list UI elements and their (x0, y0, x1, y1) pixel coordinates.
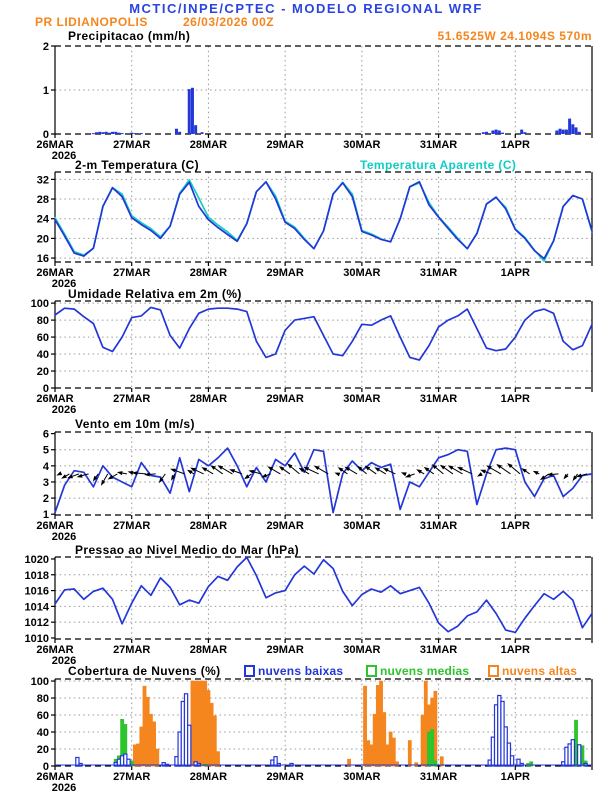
legend-label: nuvens baixas (258, 664, 344, 678)
y-tick-label: 100 (30, 676, 49, 689)
y-tick-label: 32 (36, 174, 49, 187)
temp2m-series-line (55, 182, 592, 259)
panel-slp (25, 554, 592, 667)
x-tick-label: 30MAR (343, 771, 381, 783)
x-tick-label: 27MAR (113, 771, 151, 783)
x-tick-label: 1APR (500, 393, 530, 405)
apparent-temp-legend: Temperatura Aparente (C) (360, 158, 517, 172)
x-tick-label: 28MAR (189, 520, 228, 532)
y-tick-label: 20 (36, 744, 49, 757)
station-name: PR LIDIANOPOLIS (35, 15, 148, 29)
x-tick-label: 31MAR (419, 520, 458, 532)
panel-title-humidity: Umidade Relativa em 2m (%) (68, 287, 242, 301)
panel-precip (36, 41, 592, 162)
x-tick-label: 31MAR (419, 393, 458, 405)
y-tick-label: 1016 (24, 585, 49, 598)
legend-label: nuvens medias (380, 664, 470, 678)
panel-wind10m (36, 429, 592, 543)
x-year-label: 2026 (51, 531, 77, 543)
x-tick-label: 30MAR (343, 393, 381, 405)
x-tick-label: 29MAR (266, 139, 304, 151)
y-tick-label: 40 (36, 349, 49, 362)
y-tick-label: 1020 (24, 553, 49, 566)
x-tick-label: 31MAR (419, 267, 458, 279)
x-year-label: 2026 (51, 404, 77, 416)
panel-title-clouds: Cobertura de Nuvens (%) (68, 664, 221, 678)
y-tick-label: 80 (36, 693, 49, 706)
y-tick-label: 5 (42, 444, 49, 457)
x-tick-label: 28MAR (189, 771, 228, 783)
x-tick-label: 27MAR (113, 644, 151, 656)
panel-title-precipitation: Precipitacao (mm/h) (68, 29, 191, 43)
legend-item-mid-clouds (366, 664, 469, 678)
x-tick-label: 27MAR (113, 520, 151, 532)
y-tick-label: 20 (36, 233, 49, 246)
x-tick-label: 1APR (500, 267, 530, 279)
x-tick-label: 26MAR (36, 644, 74, 656)
rh2m-series-line (55, 307, 592, 360)
x-tick-label: 27MAR (113, 267, 151, 279)
panel-title-pressure: Pressao ao Nivel Medio do Mar (hPa) (75, 543, 300, 557)
x-tick-label: 30MAR (343, 520, 381, 532)
precip-bars (92, 88, 581, 134)
y-tick-label: 60 (36, 710, 49, 723)
y-tick-label: 1014 (24, 601, 49, 614)
y-tick-label: 1012 (24, 617, 49, 630)
x-tick-label: 30MAR (343, 644, 381, 656)
x-tick-label: 31MAR (419, 771, 458, 783)
y-tick-label: 0 (42, 129, 49, 141)
x-tick-label: 1APR (500, 520, 530, 532)
high-clouds-swatch-icon (488, 665, 499, 677)
y-tick-label: 24 (36, 213, 49, 226)
report-title: MCTIC/INPE/CPTEC - MODELO REGIONAL WRF (129, 1, 483, 16)
x-tick-label: 28MAR (189, 393, 228, 405)
x-tick-label: 30MAR (343, 267, 381, 279)
x-tick-label: 26MAR (36, 771, 74, 783)
x-tick-label: 26MAR (36, 267, 74, 279)
panel-title-temperature: 2-m Temperatura (C) (75, 158, 200, 172)
x-tick-label: 29MAR (266, 267, 304, 279)
legend-item-low-clouds (244, 664, 343, 678)
x-tick-label: 26MAR (36, 520, 74, 532)
x-tick-label: 31MAR (419, 139, 458, 151)
x-tick-label: 29MAR (266, 771, 304, 783)
mid-clouds-swatch-icon (366, 665, 377, 677)
y-tick-label: 1018 (24, 569, 49, 582)
x-year-label: 2026 (51, 150, 77, 162)
y-tick-label: 0 (42, 761, 49, 773)
x-year-label: 2026 (51, 782, 77, 792)
panel-rh2m (31, 298, 592, 416)
x-tick-label: 1APR (500, 771, 530, 783)
slp-series-line (55, 557, 592, 632)
panel-clouds (31, 676, 592, 792)
y-tick-label: 28 (36, 194, 49, 207)
panel-title-wind: Vento em 10m (m/s) (75, 417, 195, 431)
run-datetime: 26/03/2026 00Z (183, 15, 275, 29)
y-tick-label: 6 (42, 428, 49, 441)
panel-temp2m (36, 172, 592, 290)
wind10m-series-line (55, 448, 592, 512)
y-tick-label: 80 (36, 315, 49, 328)
y-tick-label: 20 (36, 366, 49, 379)
y-tick-label: 1 (42, 509, 49, 522)
x-tick-label: 27MAR (113, 139, 151, 151)
x-tick-label: 29MAR (266, 644, 304, 656)
y-tick-label: 2 (42, 41, 49, 53)
x-year-label: 2026 (51, 655, 77, 667)
y-tick-label: 2 (42, 493, 49, 506)
x-tick-label: 26MAR (36, 139, 74, 151)
x-tick-label: 30MAR (343, 139, 381, 151)
x-tick-label: 27MAR (113, 393, 151, 405)
y-tick-label: 3 (42, 476, 49, 489)
station-coords: 51.6525W 24.1094S 570m (437, 29, 592, 43)
y-tick-label: 0 (42, 383, 49, 395)
y-tick-label: 1 (42, 85, 49, 97)
legend-label: nuvens altas (502, 664, 578, 678)
x-tick-label: 29MAR (266, 520, 304, 532)
x-tick-label: 31MAR (419, 644, 458, 656)
legend-item-high-clouds (488, 664, 577, 678)
x-tick-label: 28MAR (189, 267, 228, 279)
y-tick-label: 40 (36, 727, 49, 740)
x-tick-label: 1APR (500, 644, 530, 656)
x-year-label: 2026 (51, 278, 77, 290)
x-tick-label: 26MAR (36, 393, 74, 405)
x-tick-label: 28MAR (189, 644, 228, 656)
y-tick-label: 60 (36, 332, 49, 345)
y-tick-label: 1010 (24, 632, 49, 645)
x-tick-label: 28MAR (189, 139, 228, 151)
low-clouds-swatch-icon (244, 665, 255, 677)
x-tick-label: 1APR (500, 139, 530, 151)
y-tick-label: 16 (36, 253, 49, 266)
y-tick-label: 4 (42, 460, 49, 473)
y-tick-label: 100 (30, 298, 49, 311)
x-tick-label: 29MAR (266, 393, 304, 405)
